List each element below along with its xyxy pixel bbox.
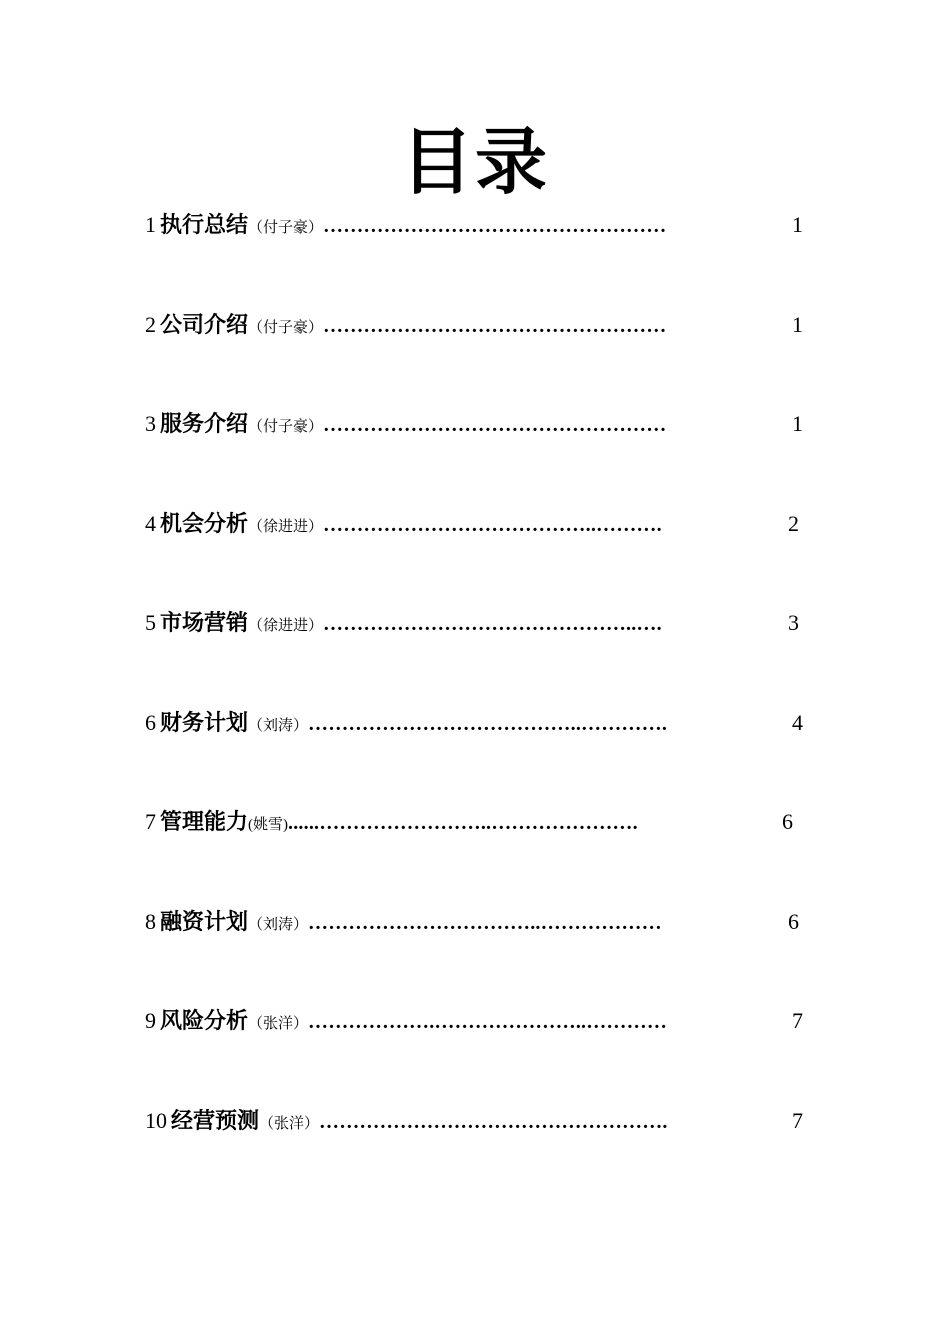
entry-author: （付子豪） (248, 220, 324, 236)
toc-entry[interactable] (145, 899, 810, 999)
dot-leader: ……………….…………………..………… (308, 1011, 668, 1033)
dot-leader: …………………………………………… (323, 414, 667, 436)
entry-number: 3 (145, 411, 156, 436)
entry-author: （张洋） (259, 1115, 320, 1132)
dot-leader: …………………………………………… (323, 215, 667, 237)
entry-page-number: 2 (788, 510, 799, 536)
toc-entry[interactable] (145, 202, 810, 302)
entry-number: 10 (145, 1107, 167, 1133)
entry-heading: 服务介绍 (160, 411, 249, 436)
dot-leader: …………………………………..…………. (308, 712, 668, 735)
dot-leader: ……………………………..……………… (308, 911, 662, 934)
toc-entry[interactable] (145, 998, 810, 1098)
entry-author: （付子豪） (248, 419, 324, 435)
dot-leader: ……………………………………………. (319, 1110, 668, 1133)
entry-number: 6 (145, 709, 156, 735)
entry-page-number: 7 (792, 1008, 803, 1033)
entry-page-number: 4 (792, 709, 803, 735)
dot-leader: …………………………………………… (323, 314, 667, 337)
entry-number: 8 (145, 908, 156, 934)
entry-author: (姚雪) (248, 817, 289, 833)
entry-heading: 市场营销 (160, 610, 249, 635)
toc-title: 目录 (400, 123, 549, 203)
entry-page-number: 1 (792, 411, 803, 436)
entry-number: 2 (145, 311, 156, 337)
toc-entry[interactable] (145, 700, 810, 800)
toc-entry[interactable] (145, 799, 810, 899)
entry-heading: 风险分析 (160, 1008, 249, 1033)
dot-leader: ......……………………..…………………. (288, 812, 638, 834)
table-of-contents (145, 202, 810, 1197)
entry-heading: 公司介绍 (160, 311, 249, 337)
entry-author: （徐进进） (248, 618, 324, 634)
entry-page-number: 1 (792, 212, 803, 237)
entry-author: （刘涛） (248, 916, 309, 933)
entry-number: 5 (145, 610, 156, 635)
toc-entry[interactable] (145, 1098, 810, 1198)
entry-heading: 执行总结 (160, 212, 249, 237)
dot-leader: ………………………………………..…. (323, 613, 662, 635)
toc-entry[interactable] (145, 600, 810, 700)
toc-entry[interactable] (145, 501, 810, 601)
entry-author: （张洋） (248, 1016, 309, 1032)
entry-page-number: 6 (782, 809, 793, 834)
entry-heading: 融资计划 (160, 908, 249, 934)
entry-page-number: 6 (788, 908, 799, 934)
entry-heading: 管理能力 (160, 809, 249, 834)
entry-heading: 财务计划 (160, 709, 249, 735)
entry-heading: 经营预测 (171, 1107, 260, 1133)
entry-heading: 机会分析 (160, 510, 249, 536)
entry-author: （刘涛） (248, 717, 309, 734)
entry-number: 7 (145, 809, 156, 834)
entry-number: 4 (145, 510, 156, 536)
entry-page-number: 1 (792, 311, 803, 337)
toc-entry[interactable] (145, 401, 810, 501)
dot-leader: …………………………………..………. (323, 513, 662, 536)
toc-entry[interactable] (145, 302, 810, 402)
entry-number: 9 (145, 1008, 156, 1033)
entry-page-number: 3 (788, 610, 799, 635)
entry-page-number: 7 (792, 1107, 803, 1133)
entry-number: 1 (145, 212, 156, 237)
entry-author: （徐进进） (248, 518, 324, 535)
entry-author: （付子豪） (248, 319, 324, 336)
